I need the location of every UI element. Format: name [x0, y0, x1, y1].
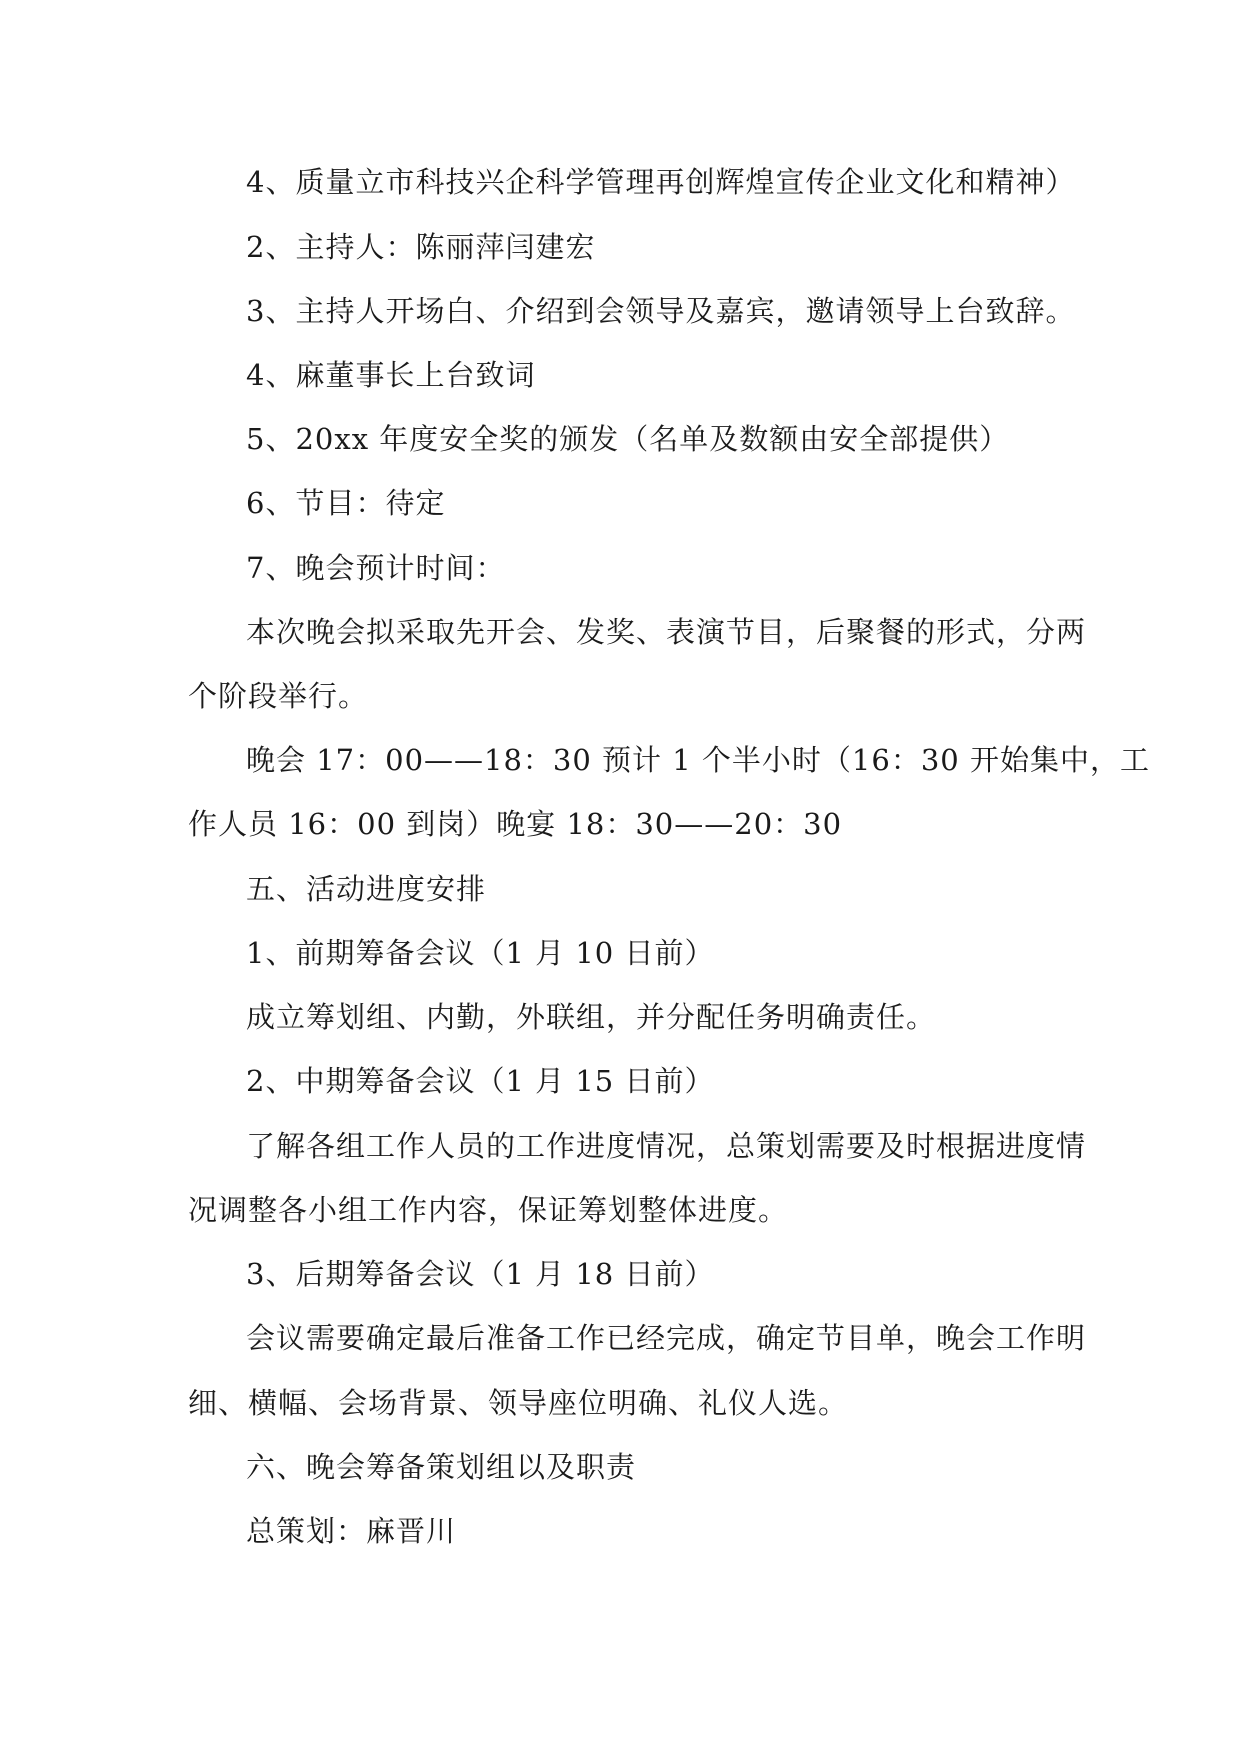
text-paragraph-late-detail-line2: 细、横幅、会场背景、领导座位明确、礼仪人选。: [188, 1386, 849, 1420]
text-line-program: 6、节目：待定: [246, 486, 446, 520]
text-paragraph-mid-detail-line1: 了解各组工作人员的工作进度情况，总策划需要及时根据进度情: [246, 1129, 1087, 1163]
text-line-early-meeting-detail: 成立筹划组、内勤，外联组，并分配任务明确责任。: [246, 1000, 937, 1034]
text-paragraph-mid-detail-line2: 况调整各小组工作内容，保证筹划整体进度。: [188, 1193, 789, 1227]
text-line-safety-award: 5、20xx 年度安全奖的颁发（名单及数额由安全部提供）: [246, 422, 1010, 456]
section-heading-progress: 五、活动进度安排: [246, 872, 487, 906]
text-paragraph-format-line2: 个阶段举行。: [188, 679, 369, 713]
text-paragraph-late-detail-line1: 会议需要确定最后准备工作已经完成，确定节目单，晚会工作明: [246, 1321, 1087, 1355]
section-heading-planning-group: 六、晚会筹备策划组以及职责: [246, 1450, 637, 1484]
text-line-mid-meeting: 2、中期筹备会议（1 月 15 日前）: [246, 1064, 715, 1098]
text-line-opening: 3、主持人开场白、介绍到会领导及嘉宾，邀请领导上台致辞。: [246, 294, 1076, 328]
text-line-chairman-speech: 4、麻董事长上台致词: [246, 358, 536, 392]
text-line-early-meeting: 1、前期筹备会议（1 月 10 日前）: [246, 936, 715, 970]
text-line-slogan: 4、质量立市科技兴企科学管理再创辉煌宣传企业文化和精神）: [246, 165, 1076, 199]
text-line-estimated-time: 7、晚会预计时间：: [246, 551, 506, 585]
text-line-chief-planner: 总策划：麻晋川: [246, 1514, 457, 1548]
text-line-host: 2、主持人：陈丽萍闫建宏: [246, 230, 596, 264]
text-line-late-meeting: 3、后期筹备会议（1 月 18 日前）: [246, 1257, 715, 1291]
text-paragraph-schedule-line2: 作人员 16：00 到岗）晚宴 18：30——20：30: [188, 807, 843, 841]
text-paragraph-schedule-line1: 晚会 17：00——18：30 预计 1 个半小时（16：30 开始集中，工: [246, 743, 1150, 777]
text-paragraph-format-line1: 本次晚会拟采取先开会、发奖、表演节目，后聚餐的形式，分两: [246, 615, 1087, 649]
